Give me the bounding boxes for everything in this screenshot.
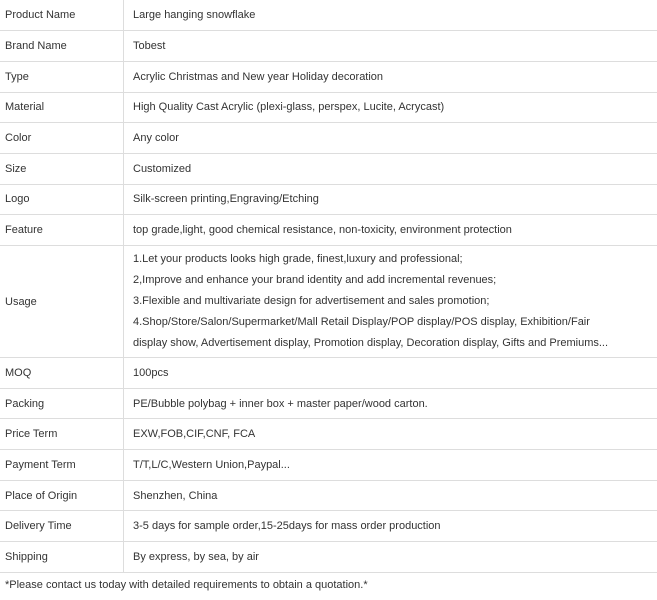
row-value: By express, by sea, by air [124, 542, 657, 573]
table-row [0, 358, 657, 389]
row-value: Any color [124, 123, 657, 154]
row-label: Packing [0, 388, 124, 419]
table-row-usage [0, 246, 657, 358]
table-row [0, 61, 657, 92]
row-value: High Quality Cast Acrylic (plexi-glass, perspex, Lucite, Acrycast) [124, 92, 657, 123]
table-row [0, 480, 657, 511]
row-label: Brand Name [0, 31, 124, 62]
usage-line: 1.Let your products looks high grade, finest,luxury and professional; [133, 253, 463, 265]
usage-line: 2,Improve and enhance your brand identity and add incremental revenues; [133, 274, 497, 286]
row-label: Type [0, 61, 124, 92]
row-label: Price Term [0, 419, 124, 450]
row-value: Customized [124, 153, 657, 184]
usage-line: 4.Shop/Store/Salon/Supermarket/Mall Retail Display/POP display/POS display, Exhibition/Fair [133, 316, 590, 328]
usage-value [124, 246, 657, 358]
row-value: Large hanging snowflake [124, 0, 657, 31]
row-label: Material [0, 92, 124, 123]
row-label: Size [0, 153, 124, 184]
table-row [0, 511, 657, 542]
row-label: MOQ [0, 358, 124, 389]
row-value: Tobest [124, 31, 657, 62]
row-value: T/T,L/C,Western Union,Paypal... [124, 450, 657, 481]
row-value: 3-5 days for sample order,15-25days for mass order production [124, 511, 657, 542]
row-label: Place of Origin [0, 480, 124, 511]
table-row [0, 542, 657, 573]
row-label: Payment Term [0, 450, 124, 481]
row-label: Shipping [0, 542, 124, 573]
table-row [0, 153, 657, 184]
row-value: Silk-screen printing,Engraving/Etching [124, 184, 657, 215]
usage-line: 3.Flexible and multivariate design for advertisement and sales promotion; [133, 295, 490, 307]
table-row [0, 31, 657, 62]
table-row [0, 184, 657, 215]
row-value: top grade,light, good chemical resistance, non-toxicity, environment protection [124, 215, 657, 246]
row-value: EXW,FOB,CIF,CNF, FCA [124, 419, 657, 450]
table-row [0, 0, 657, 31]
usage-line: display show, Advertisement display, Promotion display, Decoration display, Gifts and Premiums... [133, 337, 609, 349]
row-label: Logo [0, 184, 124, 215]
table-row [0, 388, 657, 419]
row-label: Feature [0, 215, 124, 246]
table-row [0, 450, 657, 481]
quotation-note: *Please contact us today with detailed requirements to obtain a quotation.* [5, 579, 368, 591]
row-label: Color [0, 123, 124, 154]
row-value: PE/Bubble polybag + inner box + master paper/wood carton. [124, 388, 657, 419]
table-row [0, 215, 657, 246]
row-value: Shenzhen, China [124, 480, 657, 511]
table-row [0, 419, 657, 450]
row-label: Product Name [0, 0, 124, 31]
row-label: Usage [0, 246, 124, 358]
row-label: Delivery Time [0, 511, 124, 542]
table-row [0, 92, 657, 123]
row-value: 100pcs [124, 358, 657, 389]
table-row [0, 123, 657, 154]
row-value: Acrylic Christmas and New year Holiday decoration [124, 61, 657, 92]
